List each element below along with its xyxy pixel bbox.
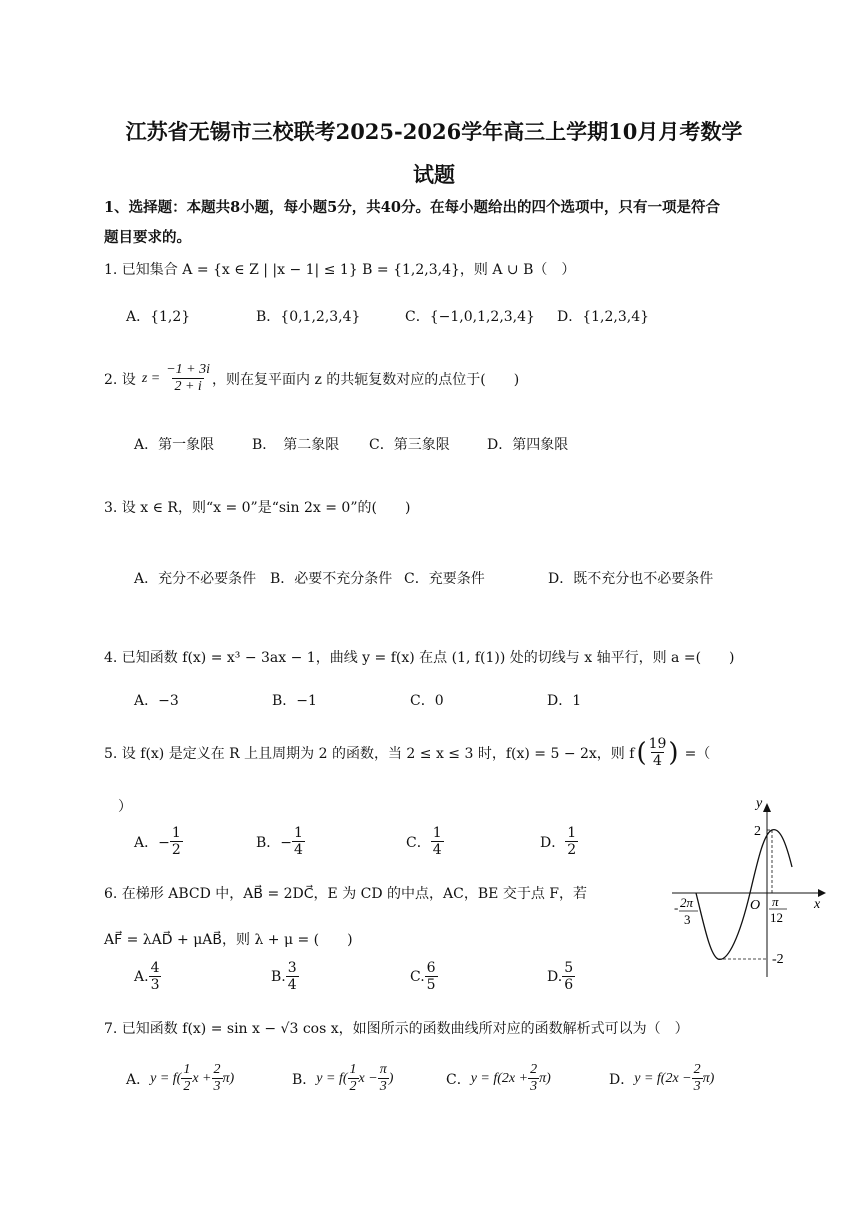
- question-7-option-d: [609, 1062, 714, 1095]
- question-5-option-d: [540, 825, 578, 858]
- question-3-option-d: D．既不充分也不必要条件: [548, 571, 714, 587]
- denominator: 3: [530, 1079, 538, 1095]
- question-1-option-b: B．{0,1,2,3,4}: [256, 309, 361, 325]
- y-axis-label: y: [756, 796, 763, 811]
- y-axis-arrow: [763, 803, 771, 812]
- option-label: C．: [446, 1071, 471, 1088]
- denominator: 2: [183, 1079, 191, 1095]
- origin-label: O: [750, 898, 761, 913]
- question-6-option-b: [271, 960, 299, 993]
- denominator: 5: [426, 977, 436, 994]
- question-1-stem: 1. 已知集合 A = {x ∈ Z | |x − 1| ≤ 1} B = {1,2,3,4}，则 A ∪ B（ ）: [104, 262, 576, 278]
- option-label: C．: [406, 834, 431, 851]
- expr-pre: y = f(2x +: [470, 1070, 529, 1086]
- numerator: π: [379, 1062, 387, 1077]
- numerator: 1: [294, 825, 303, 841]
- question-2-stem: [104, 362, 519, 395]
- expr-post: ): [388, 1070, 394, 1086]
- option-fraction: [425, 960, 438, 993]
- question-6-option-c: [410, 960, 438, 993]
- question-2-denominator: 2 + i: [174, 379, 202, 395]
- x-axis-label: x: [814, 897, 821, 912]
- denominator: 2: [567, 842, 577, 859]
- question-3-option-c: C．充要条件: [404, 571, 485, 587]
- question-4-option-c: C．0: [410, 693, 444, 709]
- denominator: 4: [287, 977, 297, 994]
- x-left-tick-den: 3: [684, 912, 691, 927]
- fraction-2: [212, 1062, 223, 1095]
- x-left-tick-sign: -: [674, 900, 679, 915]
- numerator: 4: [150, 960, 160, 976]
- expr-post: π): [222, 1070, 235, 1086]
- question-2-z: z =: [141, 370, 161, 386]
- question-4-stem: 4. 已知函数 f(x) = x³ − 3ax − 1，曲线 y = f(x) 在点 (1, f(1)) 处的切线与 x 轴平行，则 a =( ): [104, 650, 735, 666]
- question-4-option-a: A．−3: [134, 693, 179, 709]
- question-2-option-a: A．第一象限: [134, 437, 215, 453]
- x-right-tick-num: π: [772, 894, 779, 909]
- x-axis-arrow: [818, 889, 826, 897]
- expr-pre: y = f(: [150, 1070, 182, 1086]
- question-2-stem-post: ，则在复平面内 z 的共轭复数对应的点位于( ): [212, 371, 520, 388]
- fraction-2: [528, 1062, 539, 1095]
- page-title-line2: 试题: [413, 162, 455, 187]
- question-2-option-d: D．第四象限: [487, 437, 569, 453]
- fraction-1: [181, 1062, 192, 1095]
- question-7-stem: 7. 已知函数 f(x) = sin x − √3 cos x，如图所示的函数曲线所对应的函数解析式可以为（ ）: [104, 1021, 689, 1037]
- numerator: 1: [349, 1062, 357, 1077]
- numerator: 1: [432, 825, 442, 841]
- question-5-denominator: 4: [653, 753, 662, 770]
- question-5-stem-cont: ）: [118, 799, 132, 815]
- option-fraction: [292, 825, 305, 858]
- question-7-option-b: [292, 1062, 393, 1095]
- expr-mid: x +: [192, 1070, 212, 1086]
- option-fraction: [431, 825, 444, 858]
- expr-post: π): [539, 1070, 551, 1086]
- option-label: D.: [547, 968, 563, 985]
- numerator: 1: [567, 825, 577, 841]
- denominator: 3: [379, 1079, 387, 1095]
- numerator: 1: [183, 1062, 191, 1077]
- numerator: 3: [287, 960, 297, 976]
- numerator: 5: [564, 960, 574, 976]
- option-label: B．: [292, 1071, 317, 1088]
- option-fraction: [562, 960, 575, 993]
- left-paren: (: [636, 737, 647, 768]
- option-label: A．: [126, 1071, 151, 1088]
- question-5-fraction: [647, 736, 669, 769]
- numerator: 2: [530, 1062, 538, 1077]
- y-min-label: -2: [772, 952, 784, 967]
- question-7-option-c: [446, 1062, 551, 1095]
- question-6-option-d: [547, 960, 575, 993]
- option-fraction: [149, 960, 162, 993]
- numerator: 2: [213, 1062, 221, 1077]
- question-4-option-d: D．1: [547, 693, 582, 709]
- section-heading-cont: 题目要求的。: [104, 229, 191, 246]
- question-6-stem: 6. 在梯形 ABCD 中，AB⃗ = 2DC⃗，E 为 CD 的中点，AC，BE 交于点 F，若: [104, 886, 588, 902]
- question-7-option-a: [126, 1062, 234, 1095]
- expr-pre: y = f(2x −: [634, 1070, 692, 1086]
- x-right-tick-den: 12: [770, 910, 783, 925]
- option-label: C.: [410, 968, 425, 985]
- x-left-tick-num: 2π: [680, 895, 694, 910]
- numerator: 2: [693, 1062, 701, 1077]
- expr-pre: y = f(: [316, 1070, 348, 1086]
- question-1-option-c: C．{−1,0,1,2,3,4}: [405, 309, 535, 325]
- denominator: 4: [294, 842, 303, 859]
- function-graph: [668, 795, 838, 985]
- question-5-option-a: [134, 825, 183, 858]
- option-label: B．−: [256, 834, 293, 851]
- option-label: D．: [609, 1071, 635, 1088]
- denominator: 2: [349, 1079, 357, 1095]
- section-heading: 1、选择题：本题共8小题，每小题5分，共40分。在每小题给出的四个选项中，只有一项是符合: [104, 199, 720, 216]
- question-2-stem-pre: 2. 设: [104, 371, 136, 388]
- question-2-option-b: B． 第二象限: [252, 437, 340, 453]
- question-6-stem-cont: AF⃗ = λAD⃗ + μAB⃗，则 λ + μ = ( ): [104, 932, 353, 948]
- question-2-option-c: C．第三象限: [369, 437, 450, 453]
- y-max-label: 2: [754, 824, 761, 839]
- question-5-option-c: [406, 825, 444, 858]
- question-6-option-a: [134, 960, 161, 993]
- question-2-fraction: [164, 362, 212, 395]
- numerator: 6: [426, 960, 436, 976]
- question-3-option-b: B．必要不充分条件: [270, 571, 393, 587]
- option-fraction: [286, 960, 299, 993]
- question-5-option-b: [256, 825, 305, 858]
- question-4-option-b: B．−1: [272, 693, 317, 709]
- question-1-option-a: A．{1,2}: [126, 309, 191, 325]
- option-fraction: [565, 825, 578, 858]
- option-label: D．: [540, 834, 566, 851]
- question-5-stem-pre: 5. 设 f(x) 是定义在 R 上且周期为 2 的函数，当 2 ≤ x ≤ 3 时，f(x) = 5 − 2x，则 f: [104, 745, 635, 762]
- question-2-numerator: −1 + 3i: [166, 362, 211, 377]
- question-5-stem-post: =（: [684, 745, 711, 762]
- question-5-numerator: 19: [648, 736, 667, 752]
- denominator: 4: [432, 842, 442, 859]
- question-1-option-d: D．{1,2,3,4}: [557, 309, 650, 325]
- option-label: A.: [134, 968, 149, 985]
- page-title: 江苏省无锡市三校联考2025-2026学年高三上学期10月月考数学: [125, 119, 743, 144]
- right-paren: ): [668, 737, 679, 768]
- denominator: 6: [564, 977, 574, 994]
- option-label: A．−: [134, 834, 170, 851]
- question-3-stem: 3. 设 x ∈ R，则“x = 0”是“sin 2x = 0”的( ): [104, 500, 411, 516]
- option-label: B.: [271, 968, 286, 985]
- question-5-stem: [104, 736, 710, 769]
- fraction-2: [692, 1062, 703, 1095]
- expr-mid: x −: [358, 1070, 378, 1086]
- denominator: 3: [693, 1079, 701, 1095]
- denominator: 3: [150, 977, 160, 994]
- numerator: 1: [171, 825, 181, 841]
- expr-post: π): [702, 1070, 715, 1086]
- denominator: 2: [171, 842, 181, 859]
- denominator: 3: [213, 1079, 221, 1095]
- question-3-option-a: A．充分不必要条件: [134, 571, 257, 587]
- fraction-1: [348, 1062, 359, 1095]
- fraction-2: [378, 1062, 389, 1095]
- option-fraction: [170, 825, 183, 858]
